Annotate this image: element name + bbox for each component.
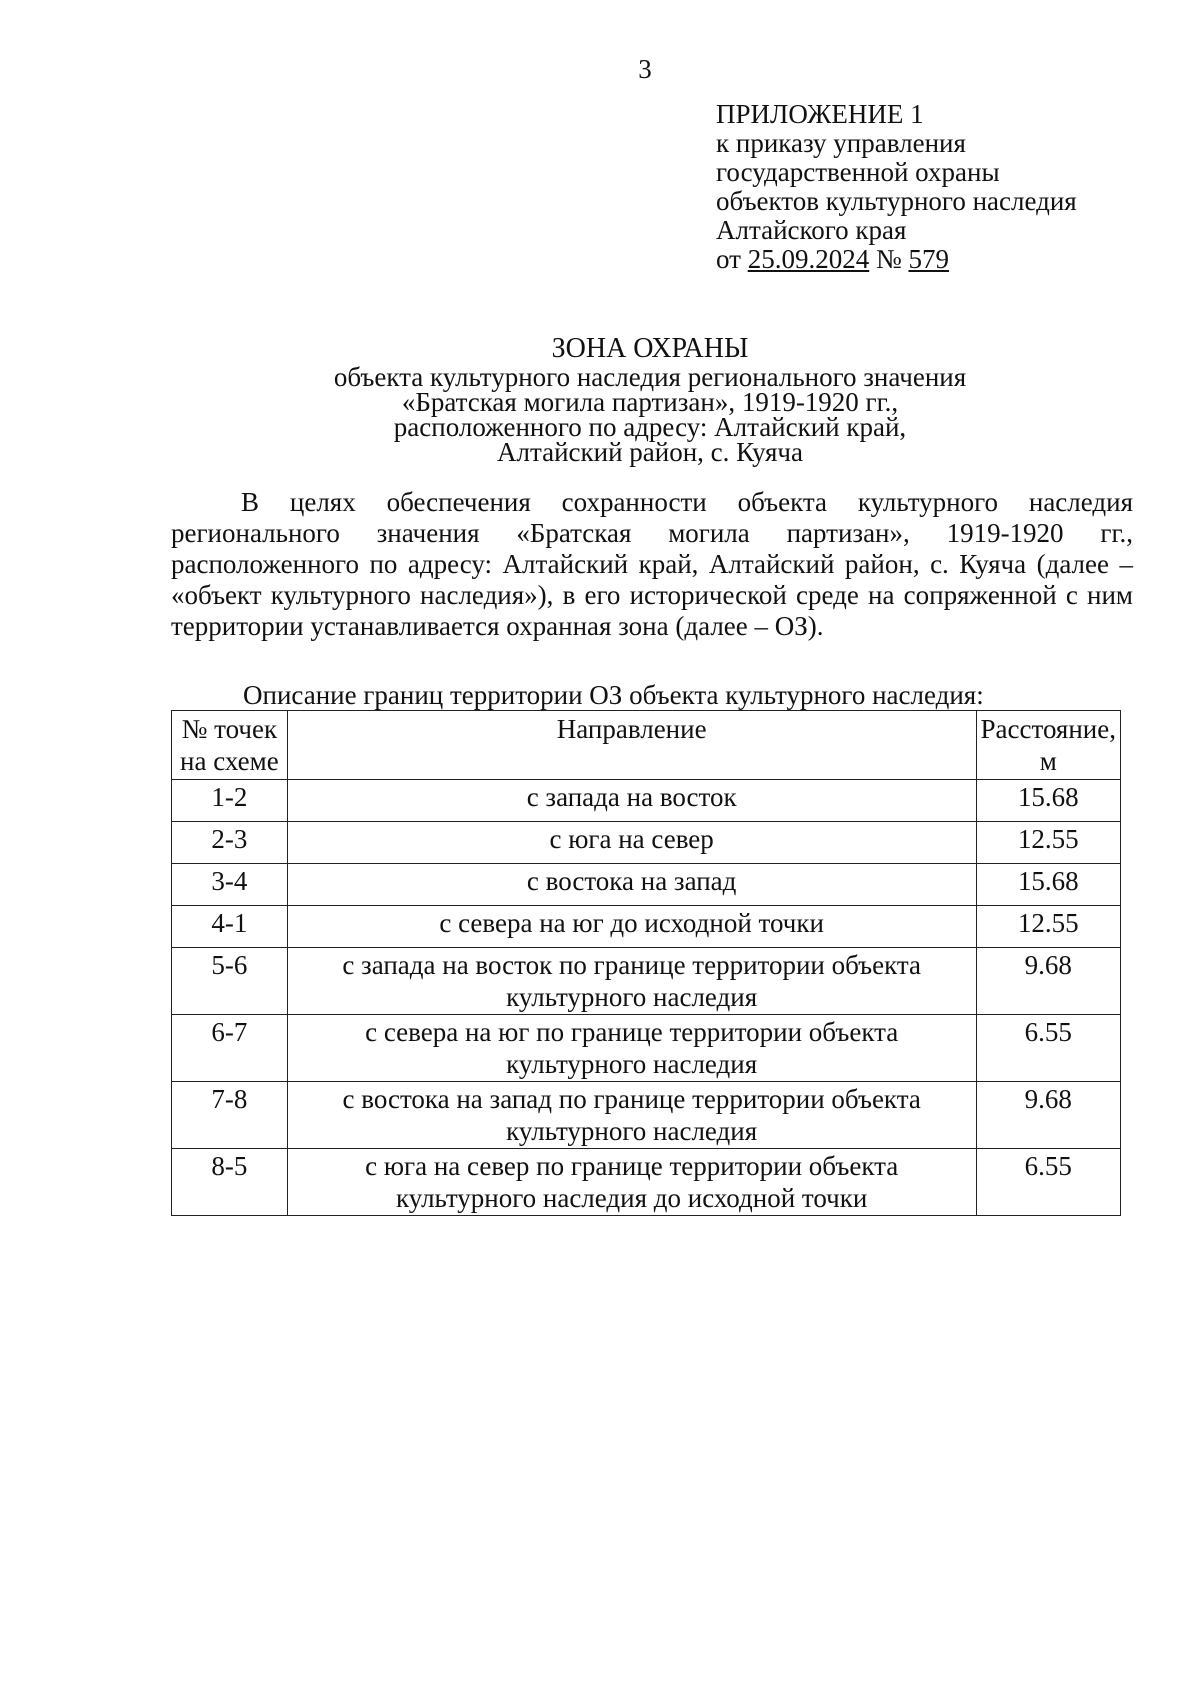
direction-line: культурного наследия [506, 1116, 758, 1146]
cell-distance: 9.68 [976, 948, 1120, 1015]
subtitle-line: Алтайский район, с. Куяча [497, 437, 803, 467]
table-row [172, 1082, 1121, 1149]
header-distance-line: м [1039, 746, 1057, 776]
order-number: 579 [908, 244, 949, 274]
cell-distance: 6.55 [976, 1015, 1120, 1082]
cell-points: 7-8 [172, 1082, 288, 1149]
cell-direction [287, 1082, 976, 1149]
table-row [172, 948, 1121, 1015]
document-title: ЗОНА ОХРАНЫ [551, 333, 749, 364]
cell-distance: 6.55 [976, 1149, 1120, 1216]
appendix-line: к приказу управления [716, 128, 966, 158]
date-prefix: от [716, 244, 741, 274]
direction-line: с востока на запад по границе территории объекта [342, 1084, 921, 1114]
direction-line: с юга на север по границе территории объекта [365, 1151, 899, 1181]
table-row [172, 1015, 1121, 1082]
order-date: 25.09.2024 [747, 244, 870, 274]
table-row [172, 906, 1121, 948]
boundary-table [171, 710, 1121, 1216]
table-row [172, 1149, 1121, 1216]
cell-direction [287, 1149, 976, 1216]
cell-points: 4-1 [172, 906, 288, 948]
cell-direction [287, 780, 976, 822]
cell-points: 8-5 [172, 1149, 288, 1216]
cell-distance: 12.55 [976, 906, 1120, 948]
header-direction: Направление [287, 711, 976, 780]
cell-points: 5-6 [172, 948, 288, 1015]
intro-paragraph [171, 487, 1133, 642]
cell-direction [287, 864, 976, 906]
table-row [172, 864, 1121, 906]
cell-distance: 15.68 [976, 780, 1120, 822]
cell-points: 6-7 [172, 1015, 288, 1082]
number-prefix: № [875, 244, 902, 274]
direction-line: культурного наследия [506, 1049, 758, 1079]
cell-points: 2-3 [172, 822, 288, 864]
appendix-heading: ПРИЛОЖЕНИЕ 1 [716, 99, 924, 129]
table-caption: Описание границ территории ОЗ объекта культурного наследия: [243, 680, 984, 710]
cell-direction [287, 1015, 976, 1082]
cell-distance: 12.55 [976, 822, 1120, 864]
header-points-line: № точек [181, 714, 278, 744]
cell-direction [287, 822, 976, 864]
direction-line: с востока на запад [526, 866, 737, 896]
document-title-block [170, 333, 1130, 465]
appendix-line: объектов культурного наследия [716, 186, 1077, 216]
cell-points: 1-2 [172, 780, 288, 822]
direction-line: с юга на север [549, 824, 714, 854]
appendix-line: Алтайского края [716, 215, 907, 245]
subtitle-line: расположенного по адресу: Алтайский край, [393, 412, 907, 442]
cell-distance: 9.68 [976, 1082, 1120, 1149]
appendix-date-line [716, 245, 1077, 274]
direction-line: культурного наследия до исходной точки [396, 1183, 868, 1213]
table-header-row [172, 711, 1121, 780]
direction-line: с севера на юг по границе территории объекта [365, 1017, 899, 1047]
subtitle-line: «Братская могила партизан», 1919-1920 гг., [401, 387, 899, 417]
header-points [172, 711, 288, 780]
page-number: 3 [638, 54, 652, 84]
cell-points: 3-4 [172, 864, 288, 906]
header-distance-line: Расстояние, [980, 714, 1116, 744]
direction-line: с запада на восток по границе территории объекта [342, 950, 922, 980]
cell-distance: 15.68 [976, 864, 1120, 906]
direction-line: с севера на юг до исходной точки [439, 908, 824, 938]
table-row [172, 780, 1121, 822]
appendix-line: государственной охраны [716, 157, 1000, 187]
header-points-line: на схеме [180, 746, 279, 776]
table-row [172, 822, 1121, 864]
cell-direction [287, 948, 976, 1015]
direction-line: культурного наследия [506, 982, 758, 1012]
subtitle-line: объекта культурного наследия регионального значения [333, 362, 967, 392]
direction-line: с запада на восток [526, 782, 737, 812]
appendix-block [716, 100, 1077, 274]
intro-text: В целях обеспечения сохранности объекта культурного наследия регионального значения «Братская могила партизан», 1919-1920 гг., расположенного по адресу: Алтайский край, Алтайский район, с. Куяча (далее – «объект культурного наследия»), в его исторической среде на сопряженной с ним территории устанавливается охранная зона (далее – ОЗ). [171, 487, 1133, 641]
header-distance [976, 711, 1120, 780]
cell-direction [287, 906, 976, 948]
